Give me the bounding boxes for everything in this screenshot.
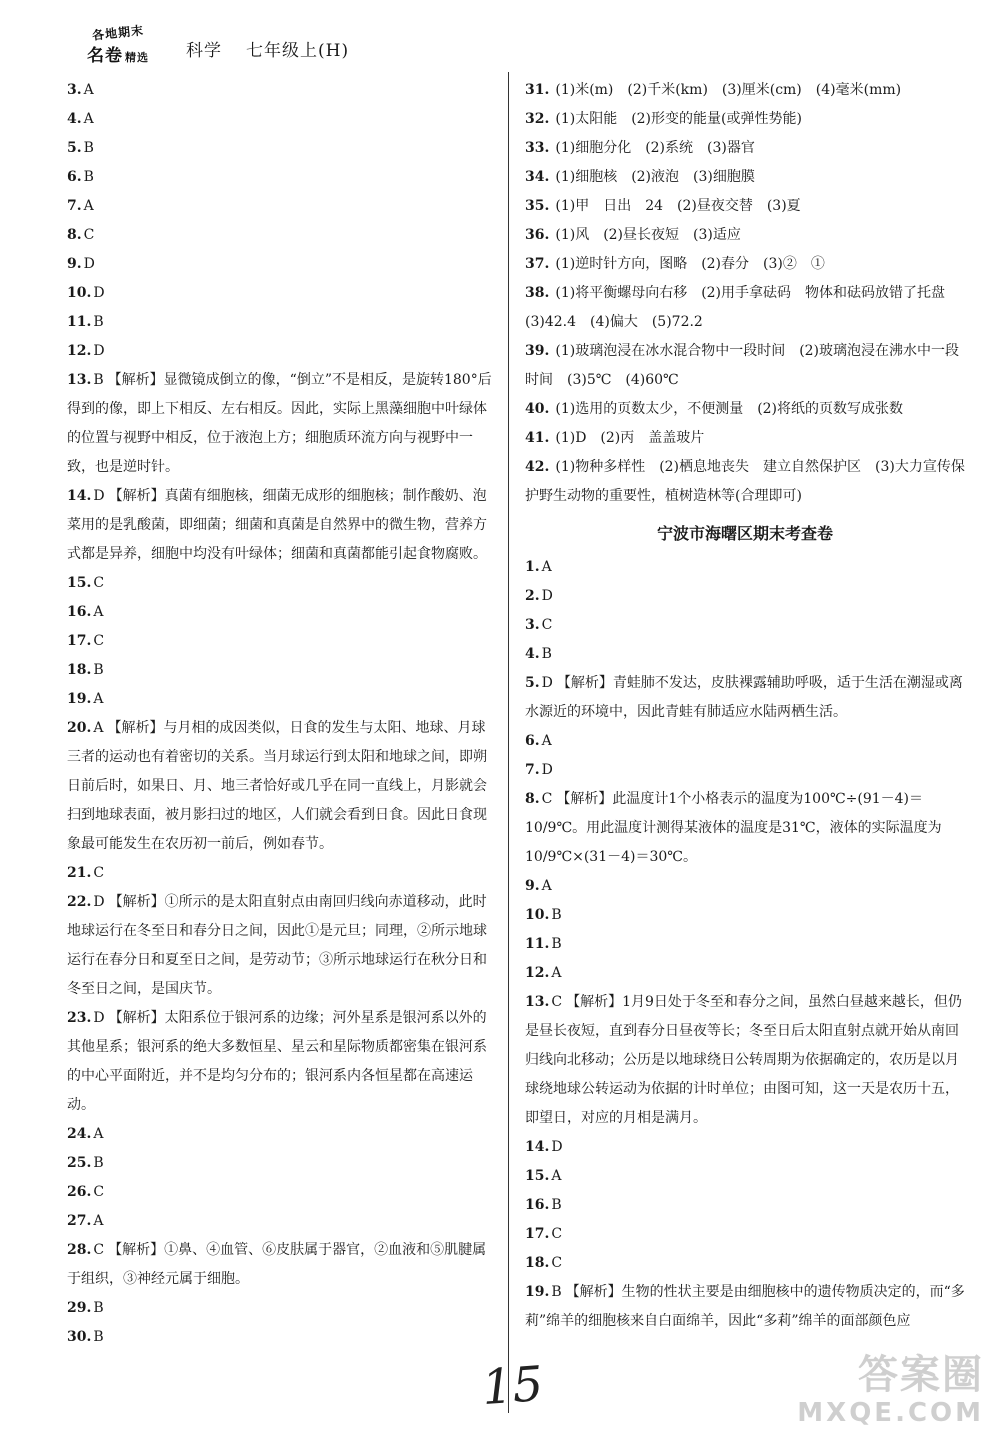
- answer-item: [525, 669, 965, 727]
- question-number: 23.: [67, 1010, 92, 1026]
- answer-choice: A: [83, 111, 94, 127]
- question-number: 38.: [525, 285, 550, 301]
- answer-item: [67, 1178, 495, 1207]
- answer-item: [525, 901, 965, 930]
- question-number: 19.: [525, 1284, 550, 1300]
- answer-choice: B: [93, 1329, 104, 1345]
- answer-item: [525, 785, 965, 872]
- question-number: 17.: [525, 1226, 550, 1242]
- question-number: 4.: [67, 111, 82, 127]
- question-number: 24.: [67, 1126, 92, 1142]
- answer-item: [67, 250, 495, 279]
- answer-explanation: 【解析】太阳系位于银河系的边缘；河外星系是银河系以外的其他星系；银河系的绝大多数恒星、星云和星际物质都密集在银河系的中心平面附近，并不是均匀分布的；银河系内各恒星都在高速运动。: [67, 1010, 487, 1113]
- question-number: 14.: [525, 1139, 550, 1155]
- answer-explanation: 【解析】真菌有细胞核，细菌无成形的细胞核；制作酸奶、泡菜用的是乳酸菌，即细菌；细菌和真菌是自然界中的微生物，营养方式都是异养，细胞中均没有叶绿体；细菌和真菌都能引起食物腐败。: [67, 488, 487, 562]
- question-number: 4.: [525, 646, 540, 662]
- question-number: 9.: [525, 878, 540, 894]
- answer-item: [67, 337, 495, 366]
- answer-item: [67, 685, 495, 714]
- answer-item: [67, 656, 495, 685]
- answer-item: [525, 163, 965, 192]
- answer-list-part1: [525, 76, 965, 511]
- answer-choice: D: [541, 762, 553, 778]
- question-number: 21.: [67, 865, 92, 881]
- question-number: 3.: [525, 617, 540, 633]
- answer-explanation: (1)细胞核 (2)液泡 (3)细胞膜: [555, 169, 755, 185]
- question-number: 10.: [525, 907, 550, 923]
- question-number: 41.: [525, 430, 550, 446]
- answer-item: [525, 1162, 965, 1191]
- logo-line-2: [87, 41, 149, 66]
- answer-choice: C: [551, 1255, 563, 1271]
- logo-line-3: 精选: [125, 51, 149, 64]
- answer-choice: D: [93, 285, 105, 301]
- answer-item: [67, 1236, 495, 1294]
- question-number: 13.: [525, 994, 550, 1010]
- question-number: 12.: [67, 343, 92, 359]
- question-number: 14.: [67, 488, 92, 504]
- answer-choice: D: [93, 343, 105, 359]
- answer-explanation: (1)玻璃泡浸在冰水混合物中一段时间 (2)玻璃泡浸在沸水中一段时间 (3)5℃ (4)60℃: [525, 343, 960, 388]
- answer-choice: D: [541, 588, 553, 604]
- answer-choice: C: [551, 1226, 563, 1242]
- answer-choice: C: [541, 791, 553, 807]
- answer-choice: B: [93, 662, 104, 678]
- question-number: 12.: [525, 965, 550, 981]
- question-number: 7.: [67, 198, 82, 214]
- question-number: 34.: [525, 169, 550, 185]
- answer-explanation: (1)细胞分化 (2)系统 (3)器官: [555, 140, 755, 156]
- answer-choice: C: [83, 227, 95, 243]
- answer-item: [525, 1133, 965, 1162]
- answer-choice: D: [93, 894, 105, 910]
- answer-item: [67, 714, 495, 859]
- question-number: 11.: [525, 936, 550, 952]
- answer-explanation: (1)将平衡螺母向右移 (2)用手拿砝码 物体和砝码放错了托盘 (3)42.4 (4)偏大 (5)72.2: [525, 285, 960, 330]
- answer-explanation: 【解析】①鼻、④血管、⑥皮肤属于器官，②血液和⑤肌腱属于组织，③神经元属于细胞。: [67, 1242, 487, 1287]
- question-number: 39.: [525, 343, 550, 359]
- answer-choice: B: [93, 1300, 104, 1316]
- answer-choice: D: [83, 256, 95, 272]
- page-header: [62, 22, 942, 70]
- question-number: 15.: [67, 575, 92, 591]
- answer-explanation: (1)物种多样性 (2)栖息地丧失 建立自然保护区 (3)大力宣传保护野生动物的重要性，植树造林等(合理即可): [525, 459, 965, 504]
- page-number: 15: [480, 1355, 545, 1417]
- answer-choice: B: [541, 646, 552, 662]
- answer-choice: C: [551, 994, 563, 1010]
- answer-explanation: 【解析】1月9日处于冬至和春分之间，虽然白昼越来越长，但仍是昼长夜短，直到春分日昼夜等长；冬至日后太阳直射点就开始从南回归线向北移动；公历是以地球绕日公转周期为依据确定的，农历是以月球绕地球公转运动为依据的计时单位；由图可知，这一天是农历十五，即望日，对应的月相是满月。: [525, 994, 962, 1126]
- answer-choice: A: [93, 720, 104, 736]
- answer-item: [67, 105, 495, 134]
- right-column: [525, 76, 965, 1336]
- answer-item: [67, 163, 495, 192]
- question-number: 42.: [525, 459, 550, 475]
- answer-item: [525, 424, 965, 453]
- answer-item: [525, 959, 965, 988]
- answer-item: [67, 1207, 495, 1236]
- answer-choice: C: [93, 865, 105, 881]
- question-number: 28.: [67, 1242, 92, 1258]
- answer-list-part2: [525, 553, 965, 1336]
- question-number: 40.: [525, 401, 550, 417]
- answer-choice: A: [93, 604, 104, 620]
- answer-choice: A: [83, 82, 94, 98]
- answer-item: [525, 76, 965, 105]
- book-logo: [62, 22, 174, 68]
- answer-item: [67, 1120, 495, 1149]
- question-number: 26.: [67, 1184, 92, 1200]
- answer-explanation: 【解析】此温度计1个小格表示的温度为100℃÷(91－4)＝10/9℃。用此温度计测得某液体的温度是31℃，液体的实际温度为10/9℃×(31－4)＝30℃。: [525, 791, 942, 865]
- answer-item: [525, 221, 965, 250]
- answer-item: [525, 1191, 965, 1220]
- answer-choice: A: [93, 1213, 104, 1229]
- answer-choice: B: [551, 1197, 562, 1213]
- answer-choice: A: [93, 1126, 104, 1142]
- question-number: 16.: [67, 604, 92, 620]
- answer-item: [67, 888, 495, 1004]
- answer-item: [525, 1278, 965, 1336]
- answer-item: [67, 1323, 495, 1352]
- answer-item: [525, 611, 965, 640]
- answer-explanation: (1)米(m) (2)千米(km) (3)厘米(cm) (4)毫米(mm): [555, 82, 902, 98]
- question-number: 7.: [525, 762, 540, 778]
- question-number: 19.: [67, 691, 92, 707]
- answer-item: [67, 134, 495, 163]
- answer-choice: B: [551, 1284, 562, 1300]
- answer-item: [525, 1249, 965, 1278]
- answer-choice: D: [93, 488, 105, 504]
- question-number: 22.: [67, 894, 92, 910]
- question-number: 2.: [525, 588, 540, 604]
- question-number: 5.: [525, 675, 540, 691]
- answer-item: [525, 279, 965, 337]
- answer-item: [67, 192, 495, 221]
- answer-explanation: (1)选用的页数太少，不便测量 (2)将纸的页数写成张数: [555, 401, 904, 417]
- section-title: 宁波市海曙区期末考查卷: [656, 524, 833, 543]
- answer-item: [525, 756, 965, 785]
- question-number: 5.: [67, 140, 82, 156]
- grade-label: 七年级上(H): [246, 41, 350, 61]
- question-number: 8.: [525, 791, 540, 807]
- answer-item: [525, 250, 965, 279]
- question-number: 9.: [67, 256, 82, 272]
- logo-line-1: 各地期末: [91, 23, 145, 43]
- answer-item: [525, 395, 965, 424]
- answer-item: [525, 453, 965, 511]
- watermark: [797, 1352, 984, 1428]
- question-number: 6.: [525, 733, 540, 749]
- question-number: 36.: [525, 227, 550, 243]
- watermark-url: MXQE.COM: [797, 1398, 984, 1428]
- answer-choice: B: [551, 907, 562, 923]
- answer-item: [67, 279, 495, 308]
- answer-choice: B: [83, 169, 94, 185]
- answer-item: [67, 366, 495, 482]
- answer-item: [67, 859, 495, 888]
- answer-choice: A: [83, 198, 94, 214]
- answer-item: [525, 872, 965, 901]
- question-number: 11.: [67, 314, 92, 330]
- answer-explanation: (1)逆时针方向，图略 (2)春分 (3)② ①: [555, 256, 825, 272]
- answer-item: [67, 482, 495, 569]
- answer-item: [525, 930, 965, 959]
- answer-item: [67, 308, 495, 337]
- left-column: [67, 76, 495, 1352]
- answer-item: [67, 1149, 495, 1178]
- answer-choice: B: [93, 1155, 104, 1171]
- answer-explanation: 【解析】显微镜成倒立的像，“倒立”不是相反，是旋转180°后得到的像，即上下相反、左右相反。因此，实际上黑藻细胞中叶绿体的位置与视野中相反，位于液泡上方；细胞质环流方向与视野中一致，也是逆时针。: [67, 372, 492, 475]
- answer-choice: D: [93, 1010, 105, 1026]
- question-number: 33.: [525, 140, 550, 156]
- question-number: 16.: [525, 1197, 550, 1213]
- answer-item: [525, 192, 965, 221]
- answer-choice: A: [541, 559, 552, 575]
- watermark-logo-text: 答案圈: [858, 1352, 984, 1398]
- answer-choice: A: [541, 878, 552, 894]
- answer-choice: B: [93, 314, 104, 330]
- answer-choice: A: [541, 733, 552, 749]
- answer-item: [525, 640, 965, 669]
- answer-item: [525, 1220, 965, 1249]
- question-number: 6.: [67, 169, 82, 185]
- answer-item: [525, 988, 965, 1133]
- question-number: 1.: [525, 559, 540, 575]
- answer-choice: A: [93, 691, 104, 707]
- question-number: 18.: [67, 662, 92, 678]
- question-number: 18.: [525, 1255, 550, 1271]
- question-number: 15.: [525, 1168, 550, 1184]
- answer-item: [67, 627, 495, 656]
- logo-main-text: 名卷: [87, 46, 123, 66]
- answer-choice: C: [93, 1242, 105, 1258]
- question-number: 37.: [525, 256, 550, 272]
- answer-choice: C: [541, 617, 553, 633]
- question-number: 8.: [67, 227, 82, 243]
- question-number: 10.: [67, 285, 92, 301]
- answer-item: [67, 1294, 495, 1323]
- answer-item: [67, 569, 495, 598]
- answer-explanation: 【解析】青蛙肺不发达，皮肤裸露辅助呼吸，适于生活在潮湿或离水源近的环境中，因此青蛙有肺适应水陆两栖生活。: [525, 675, 963, 720]
- question-number: 35.: [525, 198, 550, 214]
- answer-item: [525, 134, 965, 163]
- question-number: 13.: [67, 372, 92, 388]
- question-number: 20.: [67, 720, 92, 736]
- answer-choice: C: [93, 575, 105, 591]
- question-number: 3.: [67, 82, 82, 98]
- answer-explanation: 【解析】①所示的是太阳直射点由南回归线向赤道移动，此时地球运行在冬至日和春分日之间，因此①是元旦；同理，②所示地球运行在春分日和夏至日之间，是劳动节；③所示地球运行在秋分日和冬至日之间，是国庆节。: [67, 894, 487, 997]
- subject-label: 科学: [186, 41, 222, 61]
- column-divider: [508, 72, 509, 1413]
- answer-explanation: 【解析】与月相的成因类似，日食的发生与太阳、地球、月球三者的运动也有着密切的关系。当月球运行到太阳和地球之间，即朔日前后时，如果日、月、地三者恰好或几乎在同一直线上，月影就会扫到地球表面，被月影扫过的地区，人们就会看到日食。因此日食现象最可能发生在农历初一前后，例如春节。: [67, 720, 487, 852]
- answer-item: [67, 76, 495, 105]
- question-number: 30.: [67, 1329, 92, 1345]
- answer-explanation: (1)甲 日出 24 (2)昼夜交替 (3)夏: [555, 198, 801, 214]
- answer-item: [525, 105, 965, 134]
- question-number: 17.: [67, 633, 92, 649]
- answer-item: [525, 553, 965, 582]
- answer-explanation: (1)风 (2)昼长夜短 (3)适应: [555, 227, 741, 243]
- answer-explanation: 【解析】生物的性状主要是由细胞核中的遗传物质决定的，而“多莉”绵羊的细胞核来自白面绵羊，因此“多莉”绵羊的面部颜色应: [525, 1284, 965, 1329]
- question-number: 29.: [67, 1300, 92, 1316]
- answer-item: [67, 598, 495, 627]
- answer-choice: B: [93, 372, 104, 388]
- answer-item: [67, 1004, 495, 1120]
- question-number: 31.: [525, 82, 550, 98]
- answer-item: [525, 582, 965, 611]
- answer-item: [67, 221, 495, 250]
- header-text: [186, 36, 349, 61]
- answer-choice: D: [551, 1139, 563, 1155]
- answer-choice: C: [93, 633, 105, 649]
- question-number: 32.: [525, 111, 550, 127]
- answer-choice: C: [93, 1184, 105, 1200]
- answer-item: [525, 727, 965, 756]
- answer-choice: A: [551, 965, 562, 981]
- answer-item: [525, 337, 965, 395]
- answer-choice: B: [551, 936, 562, 952]
- answer-choice: B: [83, 140, 94, 156]
- question-number: 27.: [67, 1213, 92, 1229]
- answer-choice: A: [551, 1168, 562, 1184]
- answer-explanation: (1)太阳能 (2)形变的能量(或弹性势能): [555, 111, 802, 127]
- question-number: 25.: [67, 1155, 92, 1171]
- answer-choice: D: [541, 675, 553, 691]
- answer-explanation: (1)D (2)丙 盖盖玻片: [555, 430, 705, 446]
